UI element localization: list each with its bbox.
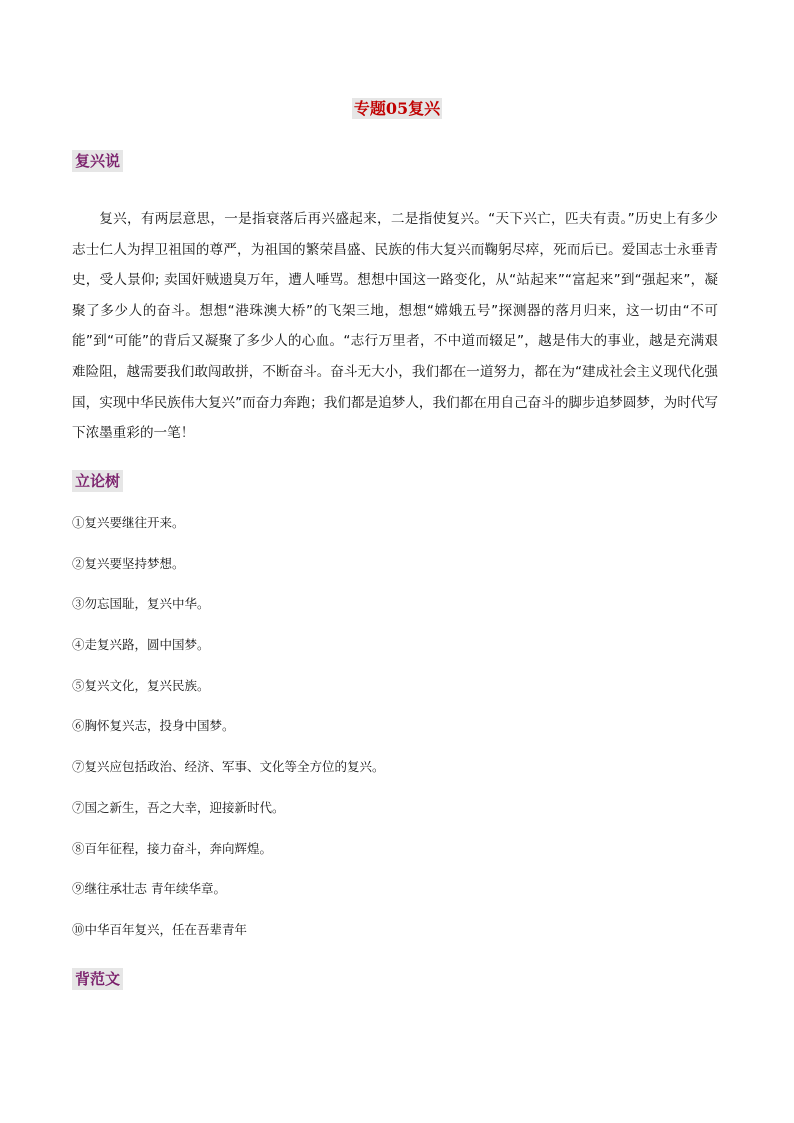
- intro-paragraph: 复兴，有两层意思，一是指衰落后再兴盛起来，二是指使复兴。“天下兴亡，匹夫有责。”历史上有多少志士仁人为捍卫祖国的尊严，为祖国的繁荣昌盛、民族的伟大复兴而鞠躬尽瘁，死而后已。爱国志士永垂青史，受人景仰; 卖国奸贼遗臭万年，遭人唾骂。想想中国这一路变化，从“站起来”“富起来”到“强起来”，凝聚了多少人的奋斗。想想“港珠澳大桥”的飞架三地，想想“嫦娥五号”探测器的落月归来，这一切由“不可能”到“可能”的背后又凝聚了多少人的心血。“志行万里者，不中道而辍足”，越是伟大的事业，越是充满艰难险阻，越需要我们敢闯敢拼，不断奋斗。奋斗无大小，我们都在一道努力，都在为“建成社会主义现代化强国，实现中华民族伟大复兴”而奋力奔跑；我们都是追梦人，我们都在用自己奋斗的脚步追梦圆梦，为时代写下浓墨重彩的一笔！: [72, 211, 718, 442]
- argument-list: [72, 512, 385, 960]
- section-heading-beifanwen: 背范文: [72, 968, 123, 990]
- argument-item: ⑥胸怀复兴志，投身中国梦。: [72, 718, 235, 734]
- argument-item: ⑩中华百年复兴，任在吾辈青年: [72, 921, 248, 937]
- page-title: [0, 98, 794, 120]
- page-title-text: 专题05复兴: [353, 99, 441, 118]
- argument-item: ⑦复兴应包括政治、经济、军事、文化等全方位的复兴。: [72, 759, 385, 775]
- argument-item: ③勿忘国耻，复兴中华。: [72, 596, 210, 612]
- argument-item: ⑦国之新生，吾之大幸，迎接新时代。: [72, 799, 285, 815]
- argument-item: ②复兴要坚持梦想。: [72, 555, 185, 571]
- argument-item: ④走复兴路，圆中国梦。: [72, 637, 210, 653]
- argument-item: ⑨继往承壮志 青年续华章。: [72, 881, 226, 897]
- argument-item: ①复兴要继往开来。: [72, 515, 185, 530]
- argument-item: ⑧百年征程，接力奋斗，奔向辉煌。: [72, 840, 273, 856]
- section-heading-lilunshu: 立论树: [72, 470, 123, 492]
- section-heading-fuxingshuo: 复兴说: [72, 150, 123, 172]
- argument-item: ⑤复兴文化，复兴民族。: [72, 677, 210, 693]
